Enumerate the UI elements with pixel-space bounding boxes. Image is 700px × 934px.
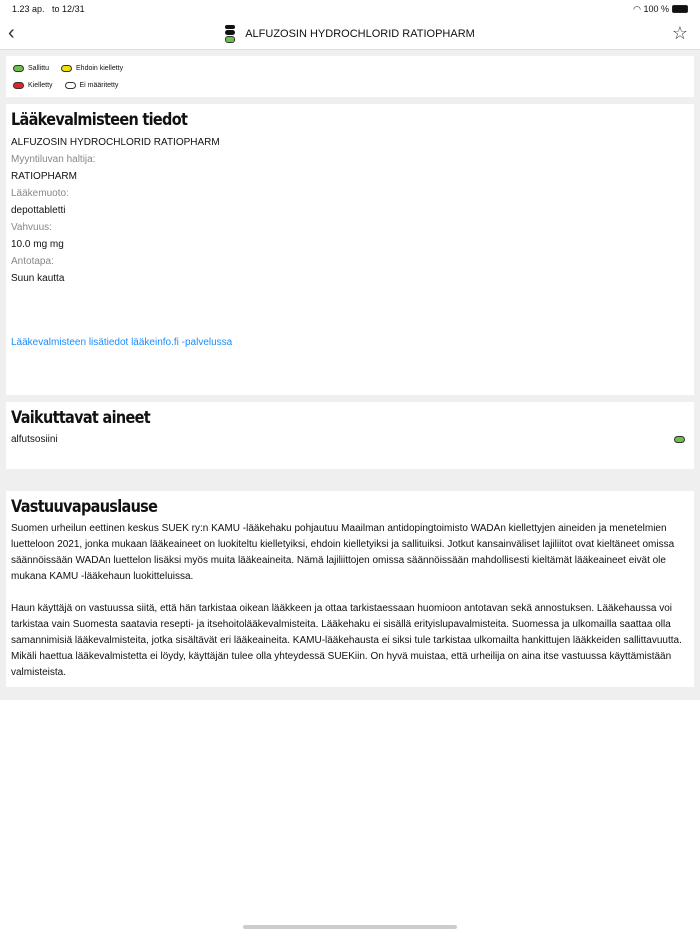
product-name: ALFUZOSIN HYDROCHLORID RATIOPHARM (11, 137, 220, 148)
nav-bar (0, 18, 700, 50)
section-heading: Vastuuvapauslause (11, 497, 158, 517)
allowed-pill-icon (674, 436, 685, 443)
disclaimer-paragraph: Haun käyttäjä on vastuussa siitä, että hän tarkistaa oikean lääkkeen ja ottaa tarkistaessaan huomioon antotavan sekä annostuksen. Lääkehaussa voi tarkistaa vain Suomesta saatavia resepti- ja itsehoitolääkevalmisteita. Lääkehaku ei sisällä erityislupavalmisteita. Suomessa ja ulkomailla saattaa olla samannimisiä lääkevalmisteita, jotka sisältävät eri lääkeaineita. KAMU-lääkehausta ei siksi tule tarkistaa ulkomailta hankittujen lääkkeiden sallittavuutta. Mikäli haettua lääkevalmistetta ei löydy, käyttäjän tulee olla yhteydessä SUEKiin. On hyvä muistaa, että urheilija on aina itse vastuussa käyttämistään valmisteista. (11, 603, 682, 678)
undefined-pill-icon (65, 82, 76, 89)
route-value: Suun kautta (11, 273, 65, 284)
wifi-icon: ◠ (633, 3, 641, 14)
disclaimer-card (6, 491, 694, 687)
section-heading: Lääkevalmisteen tiedot (11, 110, 188, 130)
disclaimer-paragraph: Suomen urheilun eettinen keskus SUEK ry:n KAMU -lääkehaku pohjautuu Maailman antidopingtoimisto WADAn kiellettyjen aineiden ja menetelmien luetteloon 2021, jonka mukaan lääkeaineet on luokiteltu kielletyiksi, ehdoin kielletyiksi ja sallituiksi. Jotkut kansainväliset lajiliitot ovat kieltäneet omissa säännöissään WADAn luettelon lisäksi myös muita lääkeaineita. Nämä lajiliittojen omissa säännöissään mahdollisesti kieltämät lääkeaineet eivät ole mukana KAMU -lääkehaun luokitteluissa. (11, 523, 675, 582)
prohibited-pill-icon (13, 82, 24, 89)
legend-label: Ehdoin kielletty (76, 65, 124, 72)
legend-label: Ei määritetty (79, 82, 119, 89)
conditional-pill-icon (61, 65, 72, 72)
status-time: 1.23 ap. (12, 4, 45, 14)
favorite-star-button[interactable]: ☆ (671, 23, 688, 43)
form-label: Lääkemuoto: (11, 188, 69, 199)
home-indicator[interactable] (243, 925, 457, 929)
route-label: Antotapa: (11, 256, 54, 267)
strength-label: Vahvuus: (11, 222, 52, 233)
holder-label: Myyntiluvan haltija: (11, 154, 96, 165)
section-heading: Vaikuttavat aineet (11, 408, 150, 428)
holder-value: RATIOPHARM (11, 171, 77, 182)
legend-label: Sallittu (28, 65, 50, 72)
form-value: depottabletti (11, 205, 66, 216)
legend-label: Kielletty (28, 82, 53, 89)
battery-percent: 100 % (643, 3, 669, 14)
battery-icon (672, 5, 688, 13)
page-title: ALFUZOSIN HYDROCHLORID RATIOPHARM (245, 27, 475, 40)
product-info-card (6, 104, 694, 395)
allowed-pill-icon (13, 65, 24, 72)
lääkeinfo-link[interactable]: Lääkevalmisteen lisätiedot lääkeinfo.fi -palvelussa (11, 337, 233, 348)
substance-name: alfutsosiini (11, 434, 58, 445)
list-item (11, 434, 689, 445)
back-button[interactable]: ‹ (8, 22, 15, 44)
traffic-light-icon (225, 25, 235, 43)
legend (6, 56, 694, 97)
strength-value: 10.0 mg mg (11, 239, 64, 250)
status-bar (0, 0, 700, 18)
status-date: to 12/31 (52, 4, 85, 14)
active-substances-card (6, 402, 694, 469)
